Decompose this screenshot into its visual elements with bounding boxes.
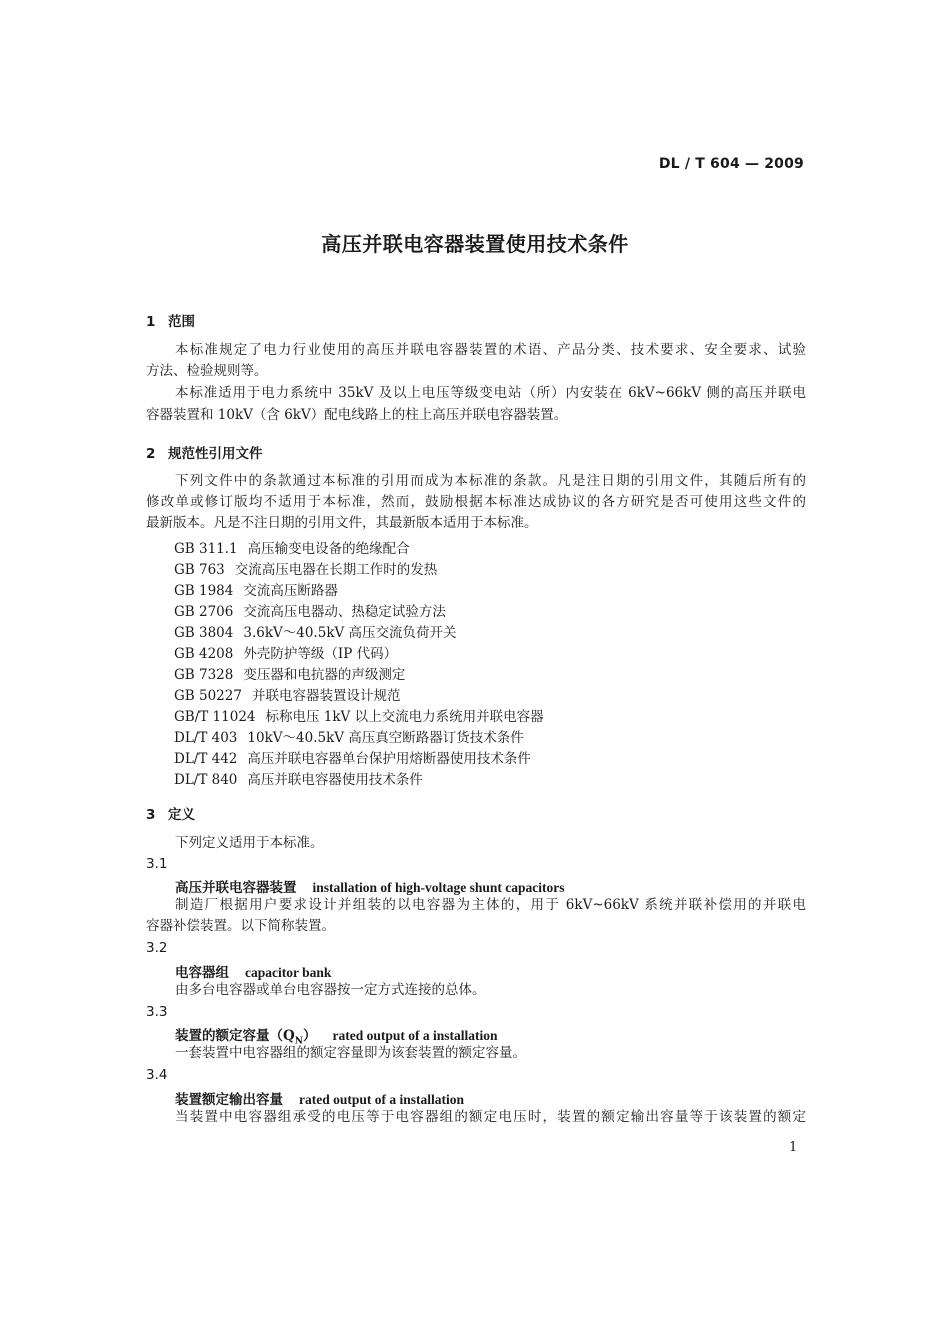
reference-item xyxy=(174,642,397,662)
reference-code: DL/T 840 xyxy=(174,772,238,788)
reference-code: GB 763 xyxy=(174,562,225,578)
paragraph-line: 本标准规定了电力行业使用的高压并联电容器装置的术语、产品分类、技术要求、安全要求、试验 xyxy=(175,342,806,358)
paragraph-line: 最新版本。凡是不注日期的引用文件，其最新版本适用于本标准。 xyxy=(146,515,538,531)
subsection-number: 3.1 xyxy=(146,856,168,872)
reference-item xyxy=(174,726,524,746)
reference-item xyxy=(174,768,423,788)
paragraph-line: 修改单或修订版均不适用于本标准，然而，鼓励根据本标准达成协议的各方研究是否可使用这些文件的 xyxy=(146,494,806,510)
standard-code: DL / T 604 — 2009 xyxy=(658,156,804,172)
reference-code: GB 1984 xyxy=(174,583,234,599)
reference-title: 外壳防护等级（IP 代码） xyxy=(243,646,398,662)
paragraph-line: 方法、检验规则等。 xyxy=(146,363,268,379)
term-chinese-end: ） xyxy=(303,1028,317,1044)
paragraph-line: 制造厂根据用户要求设计并组装的以电容器为主体的，用于 6kV~66kV 系统并联补偿用的并联电 xyxy=(175,897,806,913)
paragraph-line: 一套装置中电容器组的额定容量即为该套装置的额定容量。 xyxy=(175,1045,526,1061)
subsection-number: 3.4 xyxy=(146,1067,168,1083)
reference-title: 变压器和电抗器的声级测定 xyxy=(243,667,406,683)
document-title: 高压并联电容器装置使用技术条件 xyxy=(321,232,629,256)
section-heading-normative xyxy=(146,442,263,462)
section-title: 范围 xyxy=(168,314,195,330)
reference-code: GB/T 11024 xyxy=(174,709,256,725)
reference-title: 高压并联电容器使用技术条件 xyxy=(247,772,423,788)
reference-item xyxy=(174,684,400,704)
term-english: installation of high-voltage shunt capacitors xyxy=(312,880,565,895)
paragraph-line: 下列定义适用于本标准。 xyxy=(175,835,324,851)
term-english: rated output of a installation xyxy=(299,1092,465,1107)
paragraph-line: 下列文件中的条款通过本标准的引用而成为本标准的条款。凡是注日期的引用文件，其随后所有的 xyxy=(175,473,806,489)
section-heading-definitions xyxy=(146,803,195,823)
reference-code: GB 50227 xyxy=(174,688,242,704)
reference-code: GB 3804 xyxy=(174,625,234,641)
reference-item xyxy=(174,558,437,578)
term-chinese: 装置的额定容量（Q xyxy=(175,1028,295,1044)
reference-title: 并联电容器装置设计规范 xyxy=(251,688,401,704)
paragraph-line: 容器装置和 10kV（含 6kV）配电线路上的柱上高压并联电容器装置。 xyxy=(146,407,568,423)
paragraph-line: 容器补偿装置。以下简称装置。 xyxy=(146,918,335,934)
reference-title: 交流高压电器在长期工作时的发热 xyxy=(234,562,438,578)
term-english: rated output of a installation xyxy=(332,1028,498,1043)
reference-item xyxy=(174,705,544,725)
reference-title: 10kV～40.5kV 高压真空断路器订货技术条件 xyxy=(247,730,524,746)
term-subscript: N xyxy=(294,1036,303,1047)
section-number: 1 xyxy=(146,314,156,330)
reference-item xyxy=(174,621,457,641)
reference-code: GB 4208 xyxy=(174,646,234,662)
page-number: 1 xyxy=(789,1140,798,1155)
reference-title: 3.6kV～40.5kV 高压交流负荷开关 xyxy=(243,625,457,641)
term-chinese: 电容器组 xyxy=(175,965,229,981)
definition-term xyxy=(175,961,331,981)
reference-title: 交流高压电器动、热稳定试验方法 xyxy=(243,604,446,620)
definition-term xyxy=(175,1088,464,1108)
reference-item xyxy=(174,600,446,620)
definition-term xyxy=(175,876,565,896)
reference-title: 交流高压断路器 xyxy=(243,583,338,599)
section-number: 2 xyxy=(146,446,156,462)
reference-code: DL/T 403 xyxy=(174,730,238,746)
section-number: 3 xyxy=(146,807,156,823)
paragraph-line: 由多台电容器或单台电容器按一定方式连接的总体。 xyxy=(175,982,486,998)
reference-item xyxy=(174,747,531,767)
reference-title: 高压并联电容器单台保护用熔断器使用技术条件 xyxy=(247,751,531,767)
reference-item xyxy=(174,537,410,557)
reference-code: GB 7328 xyxy=(174,667,234,683)
subsection-number: 3.2 xyxy=(146,940,168,956)
paragraph-line: 本标准适用于电力系统中 35kV 及以上电压等级变电站（所）内安装在 6kV~66kV 侧的高压并联电 xyxy=(175,385,806,401)
section-title: 定义 xyxy=(168,807,195,823)
subsection-number: 3.3 xyxy=(146,1004,168,1020)
reference-code: DL/T 442 xyxy=(174,751,238,767)
reference-code: GB 2706 xyxy=(174,604,234,620)
term-english: capacitor bank xyxy=(245,965,332,980)
reference-item xyxy=(174,663,405,683)
reference-title: 高压输变电设备的绝缘配合 xyxy=(247,541,410,557)
reference-code: GB 311.1 xyxy=(174,541,238,557)
paragraph-line: 当装置中电容器组承受的电压等于电容器组的额定电压时，装置的额定输出容量等于该装置的额定 xyxy=(175,1109,806,1125)
reference-item xyxy=(174,579,338,599)
reference-title: 标称电压 1kV 以上交流电力系统用并联电容器 xyxy=(265,709,544,725)
term-chinese: 装置额定输出容量 xyxy=(175,1092,283,1108)
term-chinese: 高压并联电容器装置 xyxy=(175,880,297,896)
section-title: 规范性引用文件 xyxy=(168,446,263,462)
section-heading-scope xyxy=(146,310,195,330)
